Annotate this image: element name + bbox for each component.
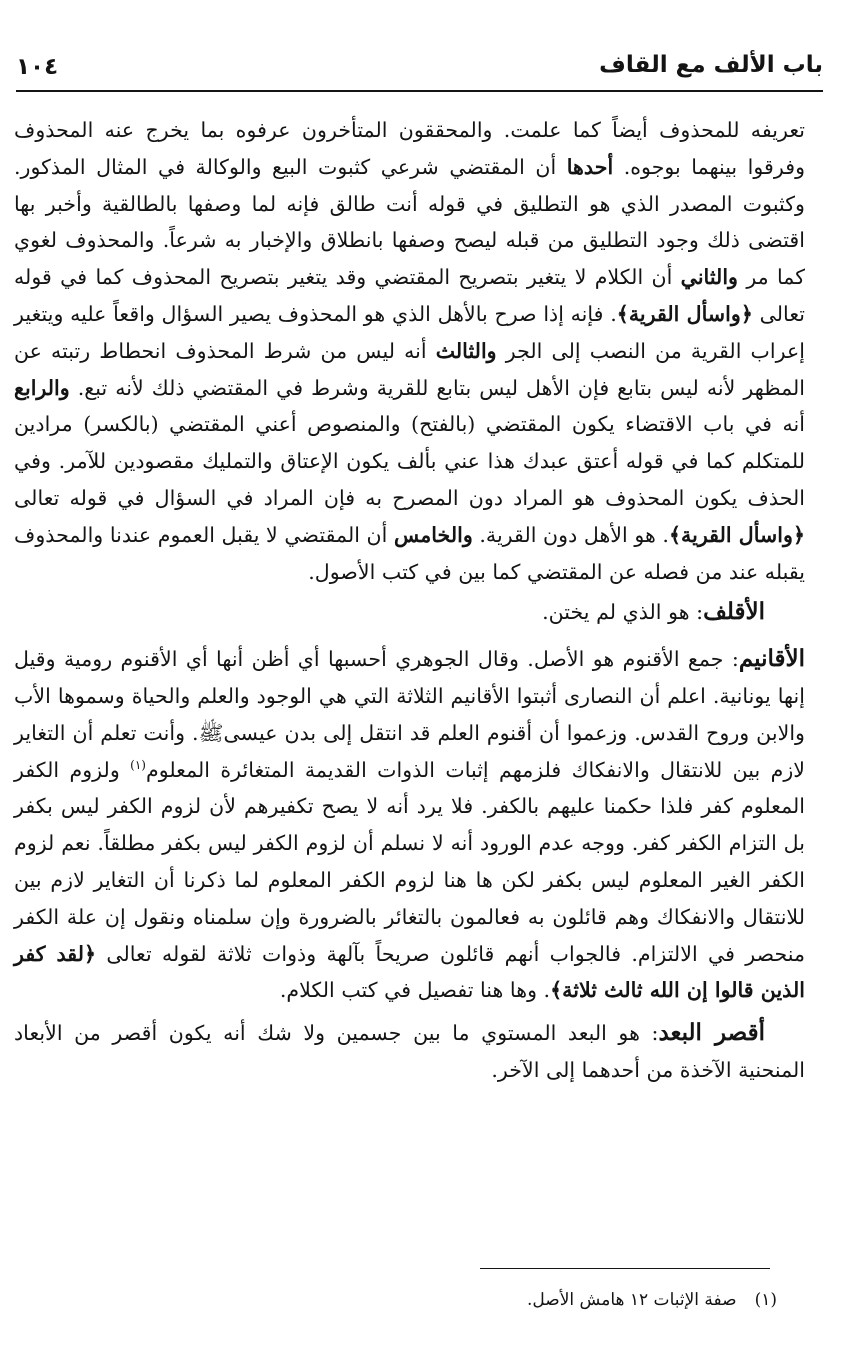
- entry-text: : جمع الأقنوم هو الأصل. وقال الجوهري أحسبها أي أظن أنها أي الأقنوم رومية وقيل إنها يونانية. اعلم أن النصارى أثبتوا الأقانيم الثلاثة التي هي الوجود والعلم والحياة وسموها الأب والابن وروح القدس. وزعموا أن أقنوم العلم قد انتقل إلى بدن عيسى: [14, 647, 805, 745]
- entry-text: ولزوم الكفر المعلوم كفر فلذا حكمنا عليهم بالكفر. فلا يرد أنه لا يصح تكفيرهم لأن لزوم الكفر ليس بكفر بل التزام الكفر كفر. ووجه عدم الورود أنه لا نسلم أن لزوم الكفر ليس بكفر مطلقاً. نعم لزوم الكفر الغير المعلوم ليس بكفر لكن ها هنا لزوم الكفر المعلوم لما ذكرنا أن التغاير لازم بين للانتقال والانفكاك وهم قائلون به فعالمون بالتغائر بالضرورة وإن سلمناه ونقول إن علة الكفر منحصر في الالتزام. فالجواب أنهم قائلون صريحاً بآلهة وذوات ثلاثة لقوله تعالى: [14, 757, 805, 966]
- page-body: [14, 112, 805, 1089]
- entry-term: الأقلف: [703, 598, 765, 626]
- text-run: تعريفه للمحذوف أيضاً كما علمت. والمحققون المتأخرون عرفوه بما يخرج عنه المحذوف وفرقوا بينهما بوجوه.: [14, 118, 806, 179]
- bold-keyword: والثالث: [435, 338, 497, 363]
- honorific-glyph: ﷺ: [198, 720, 224, 745]
- paragraph-continuation: [14, 112, 805, 590]
- quran-quote: ﴿واسأل القرية﴾: [616, 301, 753, 326]
- text-run: أن المقتضي شرعي كثبوت البيع والوكالة في المثال المذكور. وكثبوت المصدر الذي هو التطليق في قوله أنت طالق فإنه لما وصفها بالطالقية وأخبر بها اقتضى ذلك وجود التطليق من قبله ليصح وصفها بانطلاق والإخبار به شرعاً. والمحذوف لغوي كما مر: [14, 154, 806, 290]
- entry-term: أقصر البعد: [658, 1019, 765, 1047]
- footnote-divider: [480, 1268, 770, 1269]
- entry-text: : هو الذي لم يختن.: [542, 600, 704, 625]
- bold-keyword: والثاني: [680, 265, 738, 290]
- entry-aqanim: [14, 641, 805, 1009]
- footnote: [527, 1290, 777, 1310]
- text-run: أن الكلام لا يتغير بتصريح المقتضي وقد يتغير بتصريح المحذوف كما في قوله تعالى: [14, 265, 805, 326]
- entry-text: . وها هنا تفصيل في كتب الكلام.: [279, 978, 551, 1003]
- bold-keyword: والرابع: [14, 375, 70, 400]
- bold-keyword: أحدها: [566, 154, 614, 179]
- footnote-text: صفة الإثبات ١٢ هامش الأصل.: [527, 1290, 737, 1310]
- running-title: باب الألف مع القاف: [599, 52, 823, 78]
- footnote-reference: (١): [130, 757, 146, 772]
- entry-text: . وأنت تعلم أن التغاير لازم بين للانتقال والانفكاك فلزمهم إثبات الذوات القديمة المتغائرة المعلوم: [14, 720, 806, 782]
- text-run: أن المقتضي لا يقبل العموم عندنا والمحذوف يقبله عند من فصله عن المقتضي كما بين في كتب الأصول.: [14, 522, 805, 584]
- text-run: . هو الأهل دون القرية.: [479, 522, 669, 547]
- text-run: . فإنه إذا صرح بالأهل الذي هو المحذوف يصير السؤال واقعاً عليه ويتغير إعراب القرية من النصب إلى الجر: [14, 301, 805, 363]
- text-run: أنه في باب الاقتضاء يكون المقتضي (بالفتح) والمنصوص أعني المقتضي (بالكسر) مرادين للمتكلم كما في قوله أعتق عبدك هذا عني بألف يكون الإعتاق والتمليك مقصودين للآمر. وفي الحذف يكون المحذوف هو المراد دون المصرح به فإن المراد في السؤال في قوله تعالى: [14, 412, 805, 510]
- entry-term: الأقانيم: [738, 645, 805, 673]
- entry-aqsar-albud: [14, 1015, 805, 1089]
- footnote-number: (١): [754, 1290, 777, 1310]
- quran-quote: ﴿لقد كفر الذين قالوا إن الله ثالث ثلاثة﴾: [14, 941, 805, 1003]
- text-run: أنه ليس من شرط المحذوف انحطاط رتبته عن المظهر لأنه ليس بتابع فإن الأهل ليس بتابع للقرية وشرط في المقتضي ذلك لأنه تبع.: [14, 338, 806, 400]
- page-header: [16, 48, 823, 92]
- quran-quote: ﴿واسأل القرية﴾: [668, 522, 806, 547]
- bold-keyword: والخامس: [393, 522, 473, 547]
- page-number: ١٠٤: [16, 54, 59, 80]
- entry-text: : هو البعد المستوي ما بين جسمين ولا شك أنه يكون أقصر من الأبعاد المنحنية الآخذة من أحدهما إلى الآخر.: [14, 1021, 805, 1082]
- entry-aqlaf: [14, 594, 805, 631]
